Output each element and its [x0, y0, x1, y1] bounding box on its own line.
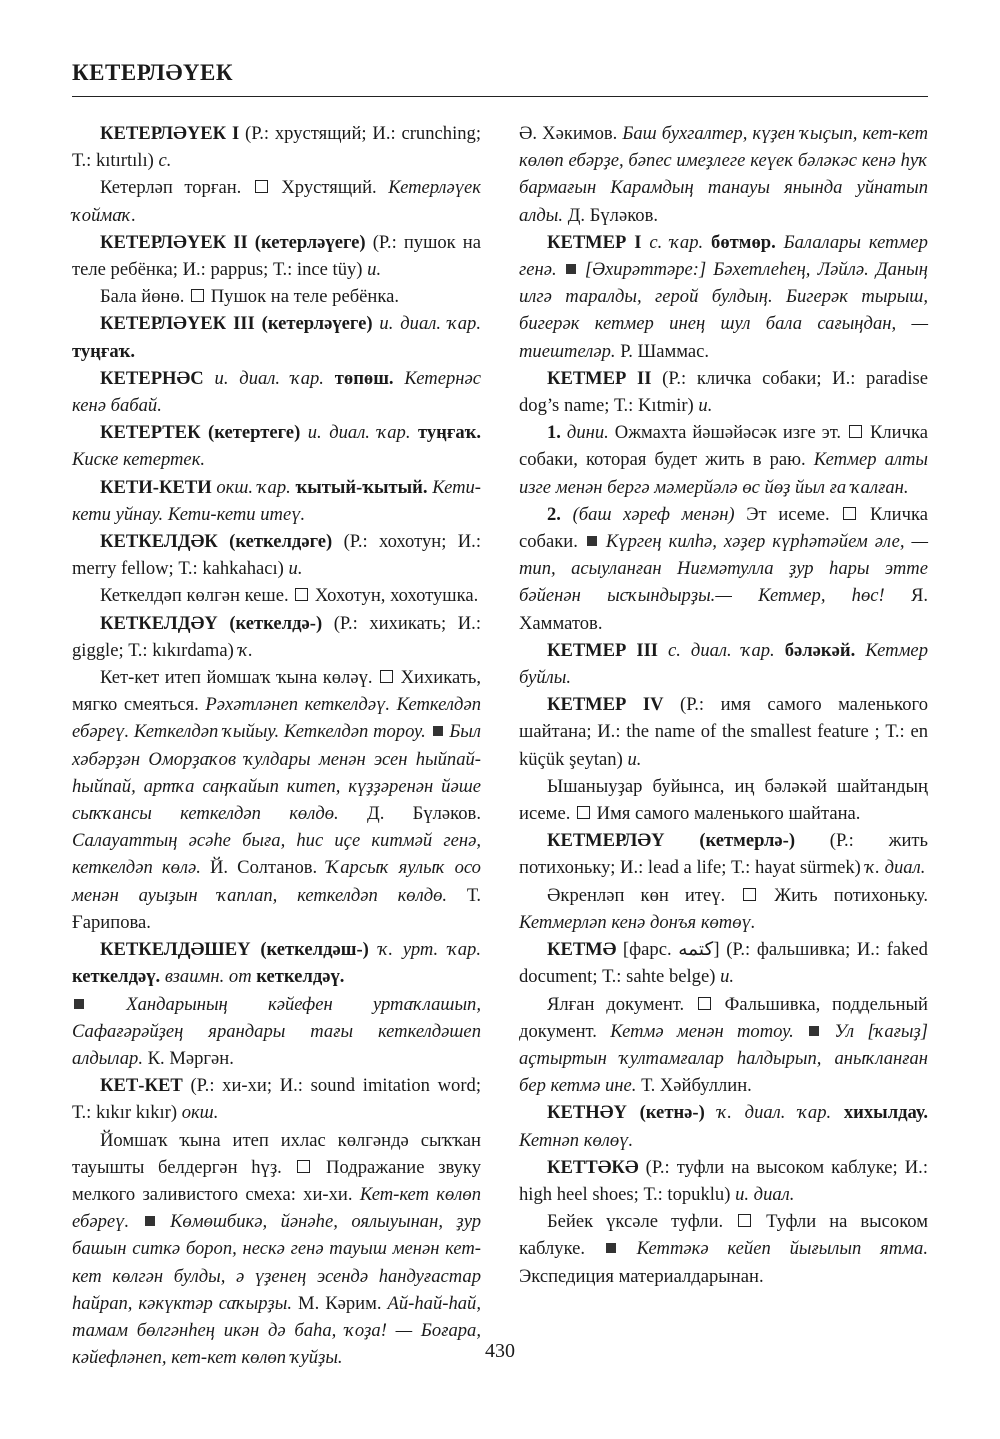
- definition: Эт исеме.: [734, 503, 842, 525]
- entry: [72, 528, 481, 582]
- quotation: Ҡарсыҡ яулыҡ осо менән ауыҙын ҡаплап, кеткелдәп көлдө.: [72, 857, 481, 906]
- entry: [519, 1099, 928, 1153]
- pos-label: ҡ. диал. ҡар.: [704, 1102, 844, 1124]
- cross-reference: төпөш.: [334, 367, 394, 389]
- definition: (Р.: хохотун; И.: merry fellow; Т.: kahkahacı): [72, 531, 481, 580]
- pos-label: окш.: [181, 1102, 219, 1124]
- filled-square-icon: [433, 726, 443, 736]
- pos-label: и.: [367, 259, 382, 281]
- hollow-square-icon: [577, 806, 590, 819]
- translation-text: Кличка собаки.: [519, 503, 928, 553]
- headword: КЕТМЕР I: [547, 231, 642, 253]
- example-text: Кети-кети уйнау. Кети-кети итеү.: [72, 476, 481, 525]
- hollow-square-icon: [255, 180, 268, 193]
- filled-square-icon: [809, 1026, 819, 1036]
- hollow-square-icon: [849, 425, 862, 438]
- entry: [72, 419, 481, 473]
- example-text: Балалары кетмер генә.: [519, 231, 928, 281]
- entry: [72, 474, 481, 528]
- example-text: Йомшаҡ ҡына итеп ихлас көлгәндә сыҡҡан тауышты белдергән һүҙ.: [72, 1129, 481, 1178]
- translation-text: Имя самого маленького шайтана.: [592, 803, 861, 825]
- example-text: Кет-кет итеп йомшаҡ ҡына көләү.: [100, 667, 379, 689]
- source: Т. Хәйбуллин.: [636, 1075, 752, 1097]
- quotation: Был хәбәрҙән Оморҙаҡов ҡулдары менән эсен һыйпай-һыйпай, артҡа саңҡайып китеп, күҙҙәренән йәше сыҡҡансы кеткелдәп көлдө.: [72, 721, 481, 825]
- left-column: [72, 120, 481, 1371]
- definition: Ожмахта йәшәйәсәк изге эт.: [608, 422, 848, 444]
- definition: [фарс. كتمه] (Р.: фальшивка; И.: faked document; Т.: sahte belge): [519, 939, 928, 988]
- translation-text: Хохотун, хохотушка.: [310, 585, 479, 607]
- entry: [72, 120, 481, 174]
- cross-reference: бәләкәй.: [784, 639, 856, 661]
- headword: КЕТИ-КЕТИ: [100, 476, 212, 498]
- example-text: Кетмерләп кенә донъя көтөү.: [519, 911, 756, 933]
- headword: КЕТМЕРЛӘҮ (кетмерлә-): [547, 830, 796, 852]
- headword: КЕТЕРТЕК (кетертеге): [100, 422, 301, 444]
- example-text: Кетнәп көлөү.: [519, 1129, 634, 1151]
- headword: КЕТКЕЛДӘК (кеткелдәге): [100, 531, 333, 553]
- entry: [519, 365, 928, 419]
- entry: [519, 637, 928, 691]
- dictionary-columns: [72, 120, 928, 1371]
- cross-reference: туңғаҡ.: [417, 422, 481, 444]
- entry: [519, 691, 928, 773]
- quotation: Кеттәкә кейеп йығылып ятма.: [617, 1238, 928, 1260]
- entry: [519, 827, 928, 881]
- quotation: Көмөшбикә, йәнәһе, оялыуынан, ҙур башын ситкә бороп, нескә генә тауыш менән кет-кет көлгән булды, ә үҙенең эсендә һандуғастар һайрап, кәкүктәр саҡырҙы.: [72, 1211, 481, 1314]
- example-text: Кетерләүек ҡоймаҡ.: [72, 177, 481, 226]
- example-text: Кетмер буйлы.: [519, 639, 928, 689]
- right-column: [519, 120, 928, 1371]
- headword: КЕТЕРНӘС: [100, 367, 204, 389]
- pos-label: и. диал. ҡар.: [300, 422, 418, 444]
- source: М. Кәрим.: [292, 1292, 388, 1314]
- hollow-square-icon: [191, 289, 204, 302]
- headword: КЕТМЕР IV: [547, 694, 664, 716]
- example: [72, 283, 481, 310]
- headword: КЕТНӘҮ (кетнә-): [547, 1102, 705, 1124]
- cross-reference: бөтмөр.: [711, 231, 776, 253]
- example-text: Кетмә менән тотоу.: [610, 1020, 808, 1042]
- entry: [519, 1154, 928, 1208]
- hollow-square-icon: [297, 1160, 310, 1173]
- pos-label: и. диал. ҡар.: [372, 313, 481, 335]
- example-text: Бала йөнө.: [100, 286, 190, 308]
- quotation: Хандарының кәйефен уртаҡлашып, Сафағәрәйҙең ярандары тағы кеткелдәшеп алдылар.: [72, 993, 481, 1069]
- hollow-square-icon: [743, 888, 756, 901]
- translation-text: Подражание звуку мелкого заливистого смеха: хи-хи.: [72, 1156, 481, 1205]
- entry: [72, 936, 481, 990]
- example: [519, 991, 928, 1100]
- source: Т. Ғарипова.: [72, 884, 481, 933]
- definition: Бейек үксәле туфли.: [547, 1211, 737, 1233]
- definition: (Р.: кличка собаки; И.: paradise dog’s name; Т.: Kıtmir): [519, 367, 928, 417]
- translation-text: Жить потихоньку.: [758, 884, 929, 906]
- definition: (Р.: имя самого маленького шайтана; И.: the name of the smallest feature ; Т.: en küçük şeytan): [519, 694, 928, 770]
- example-text: Киске кетертек.: [72, 449, 206, 471]
- sense-number: 1.: [547, 422, 561, 444]
- headword: КЕТЕРЛӘҮЕК II (кетерләүеге): [100, 231, 366, 253]
- pos-label: и.: [698, 395, 713, 417]
- definition: (Р.: жить потихоньку; И.: lead a life; Т.: hayat sürmek): [519, 830, 928, 879]
- source: Д. Бүләков.: [338, 803, 481, 825]
- translation-text: Фальшивка, поддельный документ.: [519, 993, 929, 1042]
- headword: КЕТ-КЕТ: [100, 1075, 183, 1097]
- example: [72, 991, 481, 1073]
- pos-label: с. ҡар.: [641, 231, 712, 253]
- example: [72, 1127, 481, 1372]
- hollow-square-icon: [380, 670, 393, 683]
- example-text: Кетерләп торған.: [100, 177, 253, 199]
- example-text: Рәхәтләнеп кеткелдәү. Кеткелдәп ебәреү. Кеткелдәп ҡыйыу. Кеткелдәп тороу.: [72, 694, 481, 743]
- translation-text: Туфли на высоком каблуке.: [519, 1211, 928, 1260]
- pos-label: и.: [720, 966, 735, 988]
- pos-label: дини.: [560, 422, 609, 444]
- definition: (Р.: хи-хи; И.: sound imitation word; Т.: kıkır kıkır): [72, 1075, 481, 1124]
- hollow-square-icon: [843, 507, 856, 520]
- entry: [72, 365, 481, 419]
- source: Ә. Хәкимов.: [519, 123, 623, 144]
- definition: (Р.: туфли на высоком каблуке; И.: high heel shoes; Т.: topuklu): [519, 1156, 928, 1205]
- definition: Ялған документ.: [547, 993, 696, 1015]
- entry: [519, 936, 928, 990]
- headword: КЕТМЕР II: [547, 367, 652, 389]
- page-number: 430: [485, 1340, 515, 1362]
- entry: [72, 1072, 481, 1126]
- cross-reference: кеткелдәү.: [256, 966, 345, 988]
- example-text: Кеткелдәп көлгән кеше.: [100, 585, 294, 607]
- example-text: Кет-кет көлөп ебәреү.: [72, 1183, 481, 1233]
- cross-reference: кеткелдәү.: [72, 966, 161, 988]
- headword: КЕТКЕЛДӘШЕҮ (кеткелдәш-): [100, 939, 369, 961]
- source: Р. Шаммас.: [615, 340, 710, 362]
- definition: (Р.: хихикать; И.: giggle; Т.: kıkırdama): [72, 612, 481, 661]
- definition: (Р.: пушок на теле ребёнка; И.: pappus; Т.: ince tüy): [72, 231, 482, 281]
- translation-text: Кличка собаки, которая будет жить в раю.: [519, 422, 928, 471]
- source: Й. Солтанов.: [200, 857, 327, 879]
- headword: КЕТЕРЛӘҮЕК I: [100, 123, 240, 144]
- pos-label: ҡ. диал.: [865, 857, 926, 879]
- translation-text: Хихикать, мягко смеяться.: [72, 667, 481, 716]
- pos-label: с.: [158, 150, 172, 172]
- sense: [519, 419, 928, 501]
- cross-reference: туңғаҡ.: [72, 340, 136, 362]
- example-continued: [519, 120, 928, 229]
- headword: КЕТКЕЛДӘҮ (кеткелдә-): [100, 612, 323, 634]
- translation-text: Пушок на теле ребёнка.: [206, 286, 400, 308]
- quotation: Ай-һай-һай, тамам бөлгәнһең икән дә баһа, ҡоҙа! — Боғара, кәйефләнеп, кет-кет көлөп ҡуйҙы.: [72, 1292, 481, 1369]
- example-text: Кетернәс кенә бабай.: [72, 367, 482, 417]
- filled-square-icon: [145, 1216, 155, 1226]
- pos-label: и.: [627, 748, 642, 770]
- entry: [519, 229, 928, 365]
- entry: [72, 310, 481, 364]
- filled-square-icon: [566, 264, 576, 274]
- entry: [72, 610, 481, 664]
- quotation: Күргең килһә, хәҙер күрһәтәйем әле, — тип, асыуланған Ниғмәтулла ҙур һары этте бәйенән ысҡындырҙы.— Кетмер, һөс!: [519, 531, 929, 607]
- headword: КЕТЕРЛӘҮЕК III (кетерләүеге): [100, 313, 373, 335]
- headword: КЕТМЕР III: [547, 639, 659, 661]
- running-head: КЕТЕРЛӘҮЕК: [72, 60, 234, 85]
- source: К. Мәргән.: [142, 1047, 234, 1069]
- source: Д. Бүләков.: [563, 204, 659, 226]
- headword: КЕТТӘКӘ: [547, 1156, 639, 1178]
- hollow-square-icon: [295, 588, 308, 601]
- sense-number: 2.: [547, 503, 561, 525]
- pos-label: и.: [288, 558, 303, 580]
- example: [519, 773, 928, 827]
- source: Я. Хамматов.: [519, 585, 929, 634]
- hollow-square-icon: [738, 1214, 751, 1227]
- quotation: Салауаттың әсәһе быға, һис иҫе китмәй генә, кеткелдәп көлә.: [72, 830, 481, 879]
- filled-square-icon: [606, 1243, 616, 1253]
- filled-square-icon: [587, 536, 597, 546]
- quotation: Ул [ҡағыҙ] аҫтыртын ҡултамғалар һалдырып, аныҡланған бер кетмә ине.: [519, 1020, 929, 1097]
- filled-square-icon: [74, 999, 84, 1009]
- cross-reference: хихылдау.: [843, 1102, 928, 1124]
- example: [519, 1208, 928, 1290]
- example: [519, 882, 928, 936]
- cross-reference: ҡытый-ҡытый.: [295, 476, 428, 498]
- definition: (Р.: хрустящий; И.: crunching; Т.: kıtırtılı): [72, 123, 481, 172]
- translation-text: Хрустящий.: [269, 177, 389, 199]
- example: [72, 664, 481, 936]
- pos-label: с. диал. ҡар.: [658, 639, 785, 661]
- pos-label: ҡ.: [238, 639, 253, 661]
- pos-label: окш. ҡар.: [211, 476, 296, 498]
- hollow-square-icon: [698, 997, 711, 1010]
- quotation: [Әхирәттәре:] Бәхетлеһең, Ләйлә. Даның илгә таралды, герой булдың. Бигерәк тырыш, бигерәк кетмер инең шул бала сағыңдан, — тиештеләр.: [519, 259, 928, 362]
- page-header: [72, 60, 928, 97]
- example: [72, 174, 481, 228]
- headword: КЕТМӘ: [547, 939, 617, 961]
- pos-label: и. диал. ҡар.: [203, 367, 335, 389]
- example: [72, 582, 481, 609]
- definition: Әкренләп көн итеү.: [547, 884, 742, 906]
- source: Экспедиция материалдарынан.: [519, 1265, 764, 1287]
- quotation: Баш бухгалтер, күҙен ҡыҫып, кет-кет көлөп ебәрҙе, бәпес имеҙлеге кеүек бәләкәс кенә һуҡ бармағын Карамдың танауы янында уйнатып алды.: [519, 123, 928, 226]
- sense: [519, 501, 928, 637]
- example-text: Кетмер алты изге менән бергә мәмерйәлә өс йөҙ йыл ға ҡалған.: [519, 449, 929, 498]
- pos-label: и. диал.: [735, 1183, 795, 1205]
- pos-label: ҡ. урт. ҡар.: [368, 939, 481, 961]
- entry: [72, 229, 481, 283]
- definition: Ышаныуҙар буйынса, иң бәләкәй шайтандың исеме.: [519, 775, 928, 825]
- pos-label: (баш хәреф менән): [560, 503, 735, 525]
- pos-label: взаимн. от: [160, 966, 257, 988]
